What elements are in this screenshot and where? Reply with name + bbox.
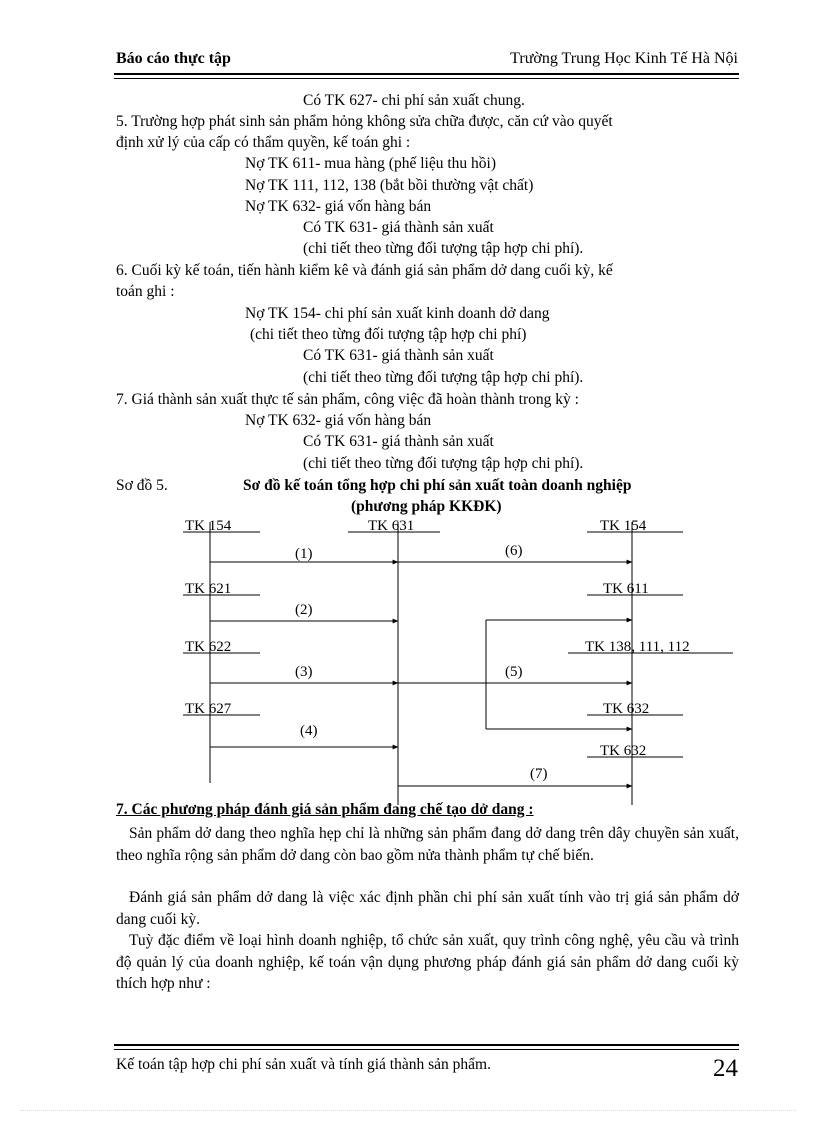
body-line: Nợ TK 154- chi phí sản xuất kinh doanh dở dang bbox=[245, 305, 550, 322]
tk611-label: TK 611 bbox=[603, 581, 649, 597]
flow-1-label: (1) bbox=[295, 546, 313, 562]
body-line: Nợ TK 111, 112, 138 (bắt bồi thường vật chất) bbox=[245, 177, 534, 194]
page-number: 24 bbox=[713, 1055, 738, 1082]
body-line: (chi tiết theo từng đối tượng tập hợp chi phí). bbox=[303, 240, 584, 257]
diagram-title: Sơ đồ kế toán tổng hợp chi phí sản xuất toàn doanh nghiệp bbox=[243, 477, 632, 494]
page-edge bbox=[20, 1110, 796, 1111]
body-line: toán ghi : bbox=[116, 283, 175, 300]
body-line: Có TK 631- giá thành sản xuất bbox=[303, 433, 494, 450]
diagram-subtitle: (phương pháp KKĐK) bbox=[351, 498, 502, 515]
tk622-label: TK 622 bbox=[185, 639, 232, 655]
header-left: Báo cáo thực tập bbox=[116, 50, 231, 67]
tk627-label: TK 627 bbox=[185, 701, 232, 717]
body-line: (chi tiết theo từng đối tượng tập hợp chi phí) bbox=[250, 326, 527, 343]
tk138-label: TK 138, 111, 112 bbox=[585, 639, 690, 655]
footer-rule-thick bbox=[114, 1044, 739, 1046]
tk632b-label: TK 632 bbox=[600, 743, 647, 759]
body-line: (chi tiết theo từng đối tượng tập hợp chi phí). bbox=[303, 369, 584, 386]
tk621-label: TK 621 bbox=[185, 581, 232, 597]
footer-text: Kế toán tập hợp chi phí sản xuất và tính giá thành sản phẩm. bbox=[116, 1056, 491, 1073]
body-line: định xử lý của cấp có thẩm quyền, kế toán ghi : bbox=[116, 134, 411, 151]
paragraph: Đánh giá sản phẩm dở dang là việc xác định phần chi phí sản xuất tính vào trị giá sản phẩm dở dang cuối kỳ. bbox=[116, 889, 739, 928]
diagram-label: Sơ đồ 5. bbox=[116, 477, 168, 494]
flow-3-label: (3) bbox=[295, 664, 313, 680]
body-line: Có TK 631- giá thành sản xuất bbox=[303, 347, 494, 364]
flow-6-label: (6) bbox=[505, 543, 523, 559]
header-right: Trường Trung Học Kinh Tế Hà Nội bbox=[510, 50, 738, 67]
tk631-label: TK 631 bbox=[368, 518, 415, 534]
body-line: 6. Cuối kỳ kế toán, tiến hành kiểm kê và đánh giá sản phẩm dở dang cuối kỳ, kế bbox=[116, 262, 613, 279]
body-line: 7. Giá thành sản xuất thực tế sản phẩm, công việc đã hoàn thành trong kỳ : bbox=[116, 391, 579, 408]
body-line: Có TK 627- chi phí sản xuất chung. bbox=[303, 92, 525, 109]
body-line: Nợ TK 632- giá vốn hàng bán bbox=[245, 198, 432, 215]
paragraph: Tuỳ đặc điểm về loại hình doanh nghiệp, tổ chức sản xuất, quy trình công nghệ, yêu cầu và trình độ quản lý của doanh nghiệp, kế toán vận dụng phương pháp đánh giá sản phẩm dở dang cuối kỳ thích hợp như : bbox=[116, 932, 739, 992]
body-line: 5. Trường hợp phát sinh sản phẩm hỏng không sửa chữa được, căn cứ vào quyết bbox=[116, 113, 613, 130]
flow-7-label: (7) bbox=[530, 766, 548, 782]
body-line: Có TK 631- giá thành sản xuất bbox=[303, 219, 494, 236]
body-line: (chi tiết theo từng đối tượng tập hợp chi phí). bbox=[303, 455, 584, 472]
flow-2-label: (2) bbox=[295, 602, 313, 618]
footer-rule-thin bbox=[114, 1049, 739, 1050]
body-line: Nợ TK 632- giá vốn hàng bán bbox=[245, 412, 432, 429]
section-heading: 7. Các phương pháp đánh giá sản phẩm đang chế tạo dở dang : bbox=[116, 801, 534, 818]
tk632a-label: TK 632 bbox=[603, 701, 650, 717]
tk154-left-label: TK 154 bbox=[185, 518, 232, 534]
tk154-right-label: TK 154 bbox=[600, 518, 647, 534]
paragraph: Sản phẩm dở dang theo nghĩa hẹp chỉ là những sản phẩm đang dở dang trên dây chuyền sản xuất, theo nghĩa rộng sản phẩm dở dang còn bao gồm nửa thành phẩm tự chế biến. bbox=[116, 825, 739, 864]
flow-5-label: (5) bbox=[505, 664, 523, 680]
flow-4-label: (4) bbox=[300, 723, 318, 739]
body-line: Nợ TK 611- mua hàng (phế liệu thu hồi) bbox=[245, 155, 496, 172]
